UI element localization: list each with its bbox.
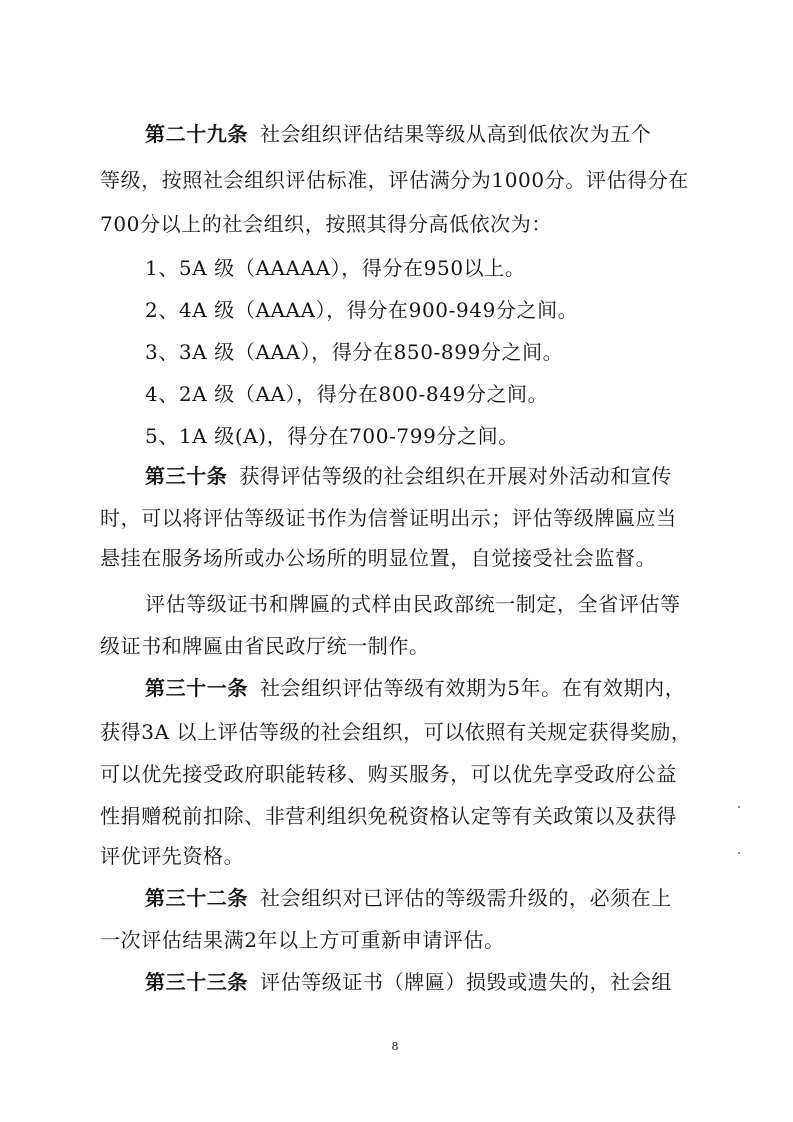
article-30-line-5 [0,632,793,660]
article-30-line-4 [0,590,793,618]
line-text: 700分以上的社会组织，按照其得分高低依次为： [100,212,552,236]
grade-item-4 [0,380,793,408]
line-text: 可以优先接受政府职能转移、购买服务，可以优先享受政府公益 [100,762,677,786]
article-heading: 第三十二条 [145,886,248,910]
line-text: 时，可以将评估等级证书作为信誉证明出示；评估等级牌匾应当 [100,506,677,530]
grade-item-3 [0,338,793,366]
scan-speck [738,852,740,854]
line-text: 2、4A 级（AAAA），得分在900-949分之间。 [145,298,579,322]
article-31-line-4 [0,802,793,830]
article-29-line-1 [0,120,793,148]
line-text: 3、3A 级（AAA），得分在850-899分之间。 [145,340,564,364]
line-text: 社会组织对已评估的等级需升级的，必须在上 [260,886,672,910]
line-text: 评估等级证书和牌匾的式样由民政部统一制定，全省评估等 [145,592,681,616]
line-text: 获得3A 以上评估等级的社会组织，可以依照有关规定获得奖励， [100,720,692,744]
article-heading: 第三十条 [145,464,228,488]
article-29-line-3 [0,210,793,238]
article-31-line-1 [0,674,793,702]
line-text: 5、1A 级(A)，得分在700-799分之间。 [145,424,519,448]
page-number: 8 [391,1040,399,1053]
scan-speck [738,806,740,808]
line-text: 级证书和牌匾由省民政厅统一制作。 [100,634,430,658]
article-31-line-3 [0,760,793,788]
article-29-line-2 [0,166,793,194]
line-text: 1、5A 级（AAAAA），得分在950以上。 [145,256,526,280]
article-32-line-2 [0,926,793,954]
article-30-line-2 [0,504,793,532]
article-33-line-1 [0,968,793,996]
line-text: 评估等级证书（牌匾）损毁或遗失的，社会组 [260,970,672,994]
line-text: 社会组织评估结果等级从高到低依次为五个 [260,122,652,146]
line-text: 社会组织评估等级有效期为5年。在有效期内， [260,676,686,700]
line-text: 一次评估结果满2年以上方可重新申请评估。 [100,928,505,952]
line-text: 性捐赠税前扣除、非营利组织免税资格认定等有关政策以及获得 [100,804,677,828]
line-text: 悬挂在服务场所或办公场所的明显位置，自觉接受社会监督。 [100,546,657,570]
line-text: 获得评估等级的社会组织在开展对外活动和宣传 [239,464,673,488]
line-text: 等级，按照社会组织评估标准，评估满分为1000分。评估得分在 [100,168,689,192]
line-text: 4、2A 级（AA），得分在800-849分之间。 [145,382,549,406]
article-31-line-2 [0,718,793,746]
grade-item-2 [0,296,793,324]
article-30-line-1 [0,462,793,490]
article-heading: 第三十一条 [145,676,248,700]
grade-item-1 [0,254,793,282]
line-text: 评优评先资格。 [100,844,245,868]
grade-item-5 [0,422,793,450]
article-heading: 第二十九条 [145,122,248,146]
article-heading: 第三十三条 [145,970,248,994]
article-30-line-3 [0,544,793,572]
article-31-line-5 [0,842,793,870]
article-32-line-1 [0,884,793,912]
